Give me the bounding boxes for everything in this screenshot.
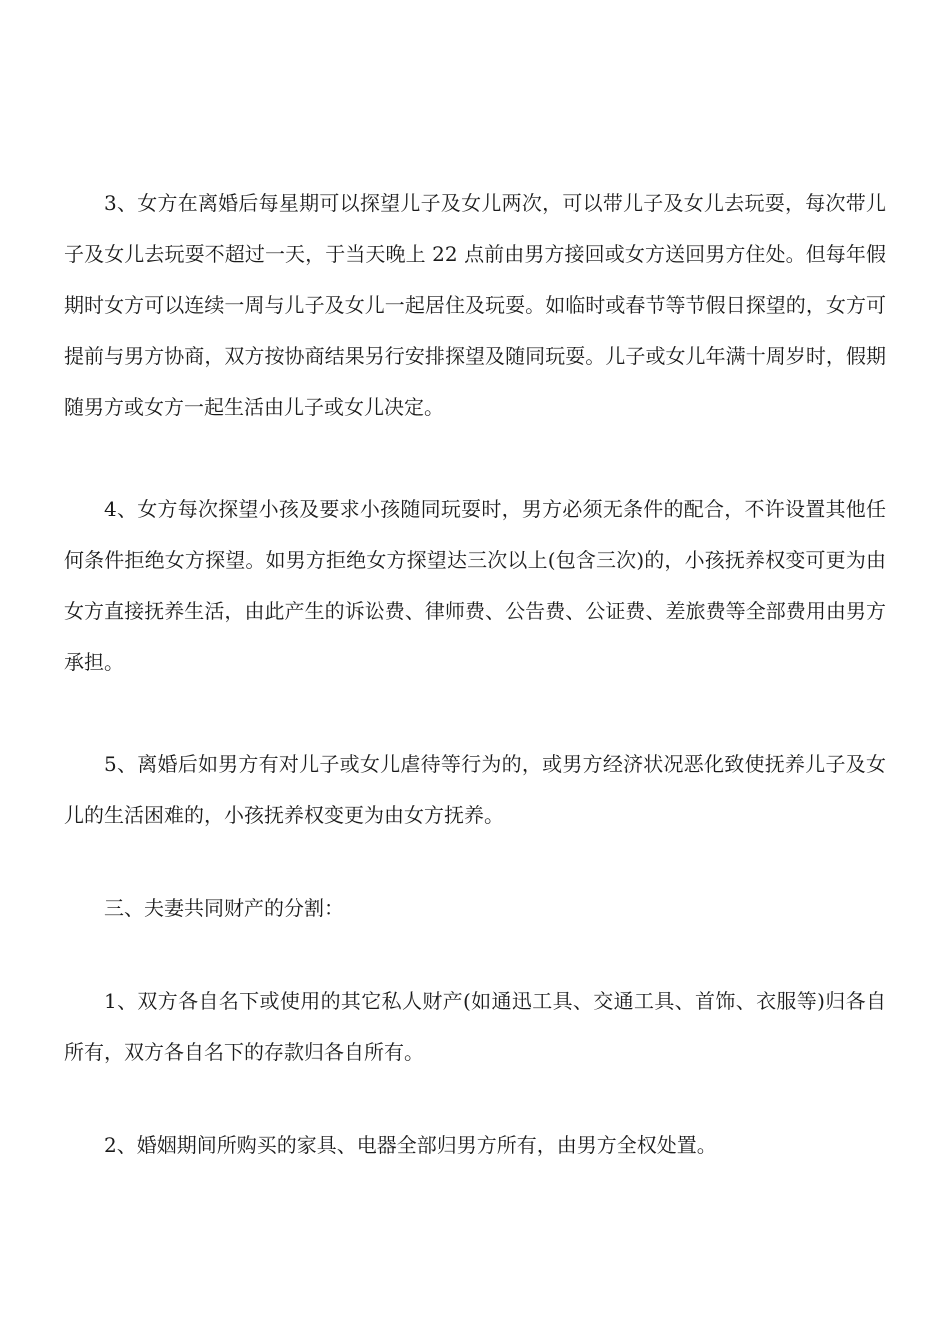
paragraph-custody-change: 5、离婚后如男方有对儿子或女儿虐待等行为的，或男方经济状况恶化致使抚养儿子及女儿的生活困难的，小孩抚养权变更为由女方抚养。 bbox=[64, 752, 886, 827]
document-body bbox=[64, 178, 886, 1171]
paragraph-spacer bbox=[64, 688, 886, 739]
paragraph-spacer bbox=[64, 1078, 886, 1120]
paragraph-personal-property: 1、双方各自名下或使用的其它私人财产(如通迅工具、交通工具、首饰、衣服等)归各自所有，双方各自名下的存款归各自所有。 bbox=[64, 989, 886, 1064]
paragraph-furniture-appliances: 2、婚姻期间所购买的家具、电器全部归男方所有，由男方全权处置。 bbox=[104, 1133, 717, 1157]
section-heading-property-division: 三、夫妻共同财产的分割： bbox=[104, 896, 344, 920]
paragraph-visitation-cooperation: 4、女方每次探望小孩及要求小孩随同玩耍时，男方必须无条件的配合，不许设置其他任何条件拒绝女方探望。如男方拒绝女方探望达三次以上(包含三次)的，小孩抚养权变可更为由女方直接抚养生活，由此产生的诉讼费、律师费、公告费、公证费、差旅费等全部费用由男方承担。 bbox=[64, 497, 886, 674]
paragraph-spacer bbox=[64, 934, 886, 976]
paragraph-spacer bbox=[64, 433, 886, 484]
paragraph-spacer bbox=[64, 841, 886, 883]
paragraph-visitation-schedule: 3、女方在离婚后每星期可以探望儿子及女儿两次，可以带儿子及女儿去玩耍，每次带儿子及女儿去玩耍不超过一天，于当天晚上 22 点前由男方接回或女方送回男方住处。但每年假期时女方可以连续一周与儿子及女儿一起居住及玩耍。如临时或春节等节假日探望的，女方可提前与男方协商，双方按协商结果另行安排探望及随同玩耍。儿子或女儿年满十周岁时，假期随男方或女方一起生活由儿子或女儿决定。 bbox=[64, 191, 886, 419]
